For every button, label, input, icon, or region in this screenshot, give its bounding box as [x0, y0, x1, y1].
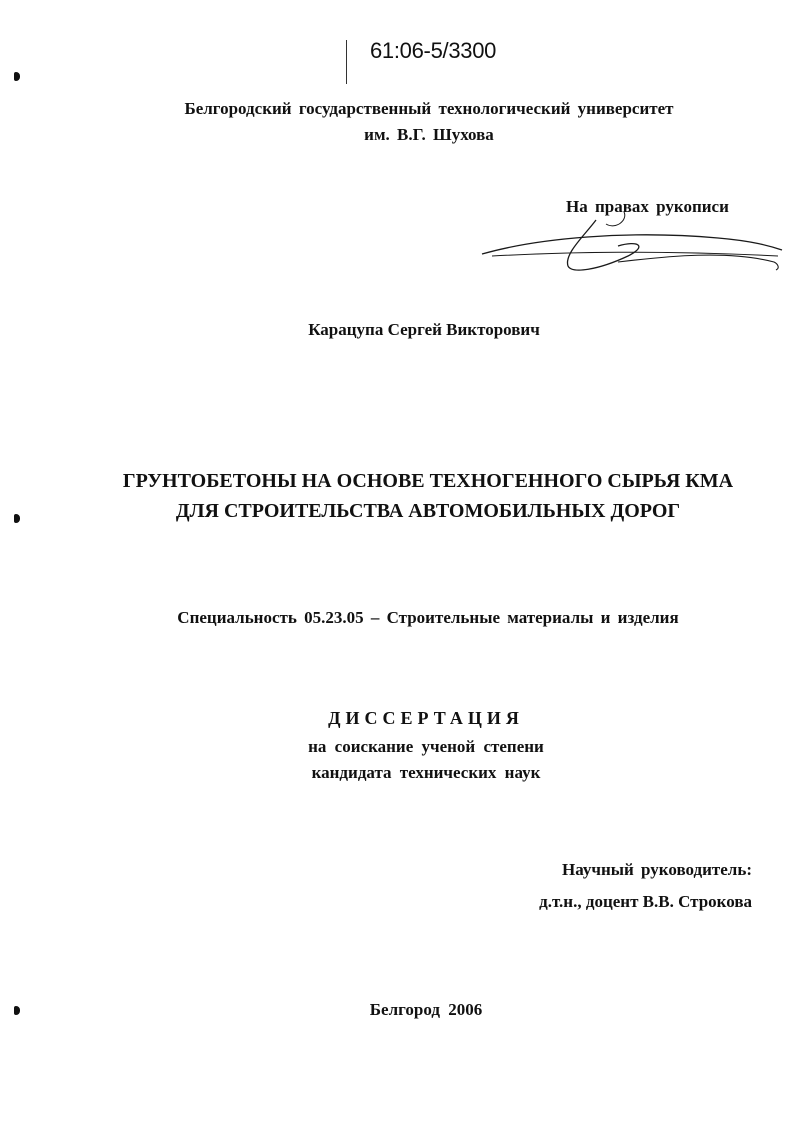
supervisor-label: Научный руководитель:	[562, 860, 752, 879]
supervisor-name: д.т.н., доцент В.В. Строкова	[539, 892, 752, 911]
degree-line-2: кандидата технических наук	[311, 763, 541, 782]
archive-code: 61:06-5/3300	[370, 38, 497, 63]
specialty-line: Специальность 05.23.05 – Строительные материалы и изделия	[177, 608, 679, 627]
thesis-title	[0, 466, 794, 526]
thesis-title-line-2: ДЛЯ СТРОИТЕЛЬСТВА АВТОМОБИЛЬНЫХ ДОРОГ	[175, 500, 681, 522]
manuscript-rights-note: На правах рукописи	[566, 197, 729, 216]
institution-honorific: им. В.Г. Шухова	[364, 125, 494, 144]
institution-block	[0, 96, 794, 148]
thesis-title-line-1: ГРУНТОБЕТОНЫ НА ОСНОВЕ ТЕХНОГЕННОГО СЫРЬЯ КМА	[122, 470, 734, 492]
city-year: Белгород 2006	[369, 1000, 483, 1019]
author-signature	[478, 210, 788, 280]
author-name: Карацупа Сергей Викторович	[308, 320, 540, 339]
degree-line-1: на соискание ученой степени	[308, 737, 544, 756]
stamp-divider-line	[346, 40, 347, 84]
work-type-heading: ДИССЕРТАЦИЯ	[328, 708, 524, 728]
degree-block	[0, 734, 794, 786]
binding-mark-top	[14, 72, 20, 81]
institution-name: Белгородский государственный технологический университет	[184, 99, 674, 118]
